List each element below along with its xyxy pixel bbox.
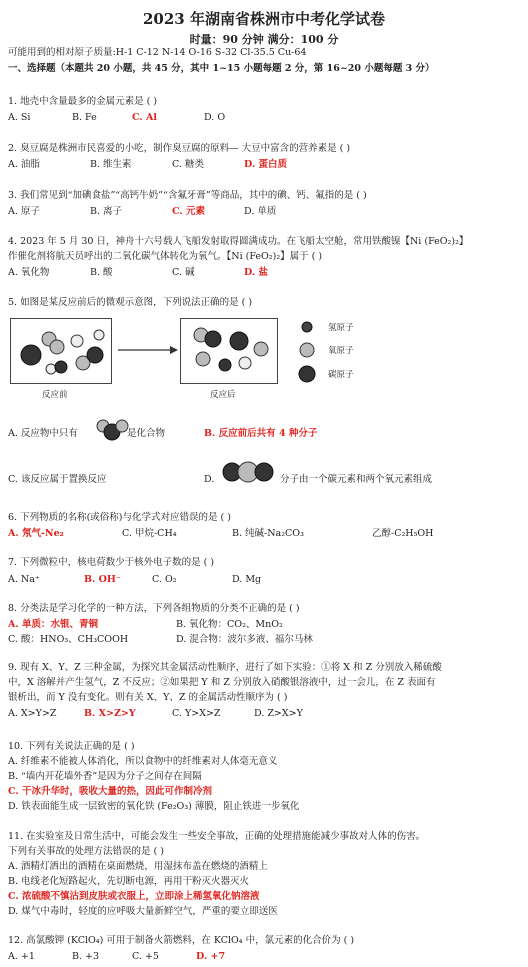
before-molecules [11,319,111,383]
q1-option-d: D. O [204,112,226,123]
q10-option-d: D. 铁表面能生成一层致密的氧化铁 (Fe₂O₃) 薄膜，阻止铁进一步氧化 [8,801,300,812]
q8-option-d: D. 混合物：波尔多液、福尔马林 [176,634,313,645]
q10-stem: 10. 下列有关说法正确的是 ( ) [8,741,135,752]
q5-option-a-prefix: A. 反应物中只有 [8,428,78,439]
q6-option-a: A. 氖气-Ne₂ [8,528,64,539]
after-reaction-box [180,318,278,384]
q6-stem: 6. 下列物质的名称(或俗称)与化学式对应错误的是 ( ) [8,512,231,523]
q3-option-b: B. 离子 [90,206,123,217]
q4-option-a: A. 氧化物 [8,267,50,278]
q11-option-c: C. 浓硫酸不慎沾到皮肤或衣服上，立即涂上稀氢氧化钠溶液 [8,891,260,902]
legend-hydrogen: 氢原子 [328,323,354,333]
q8-stem: 8. 分类法是学习化学的一种方法，下列各组物质的分类不正确的是 ( ) [8,603,300,614]
section-heading: 一、选择题（本题共 20 小题，共 45 分，其中 1~15 小题每题 2 分，第 16~20 小题每题 3 分） [8,63,435,74]
q11-option-b: B. 电线老化短路起火，先切断电源，再用干粉灭火器灭火 [8,876,250,887]
q12-stem: 12. 高氯酸钾 (KClO₄) 可用于制备火箭燃料，在 KClO₄ 中，氯元素的化合价为 ( ) [8,935,355,946]
q1-option-b: B. Fe [72,112,97,123]
q9-option-d: D. Z>X>Y [254,708,303,719]
before-reaction-box [10,318,112,384]
q9-stem-line1: 9. 现有 X、Y、Z 三种金属，为探究其金属活动性顺序，进行了如下实验：①将 X 和 Z 分别放入稀硫酸 [8,662,442,673]
q8-option-b: B. 氧化物：CO₂、MnO₂ [176,619,283,630]
q2-option-b: B. 维生素 [90,159,132,170]
q1-stem: 1. 地壳中含量最多的金属元素是 ( ) [8,96,158,107]
q3-option-d: D. 单质 [244,206,277,217]
q5-option-c: C. 该反应属于置换反应 [8,474,107,485]
q10-option-c: C. 干冰升华时，吸收大量的热，因此可作制冷剂 [8,786,213,797]
q1-option-a: A. Si [8,112,31,123]
water-molecule-icon [95,418,129,442]
q7-option-a: A. Na⁺ [8,574,40,585]
q4-stem-line2: 作催化剂将航天员呼出的二氧化碳气体转化为氧气。【Ni (FeO₂)₂】属于 ( ) [8,251,323,262]
q11-option-a: A. 酒精灯洒出的酒精在桌面燃烧，用湿抹布盖在燃烧的酒精上 [8,861,268,872]
q12-option-b: B. +3 [72,951,100,962]
q10-option-a: A. 纤维素不能被人体消化，所以食物中的纤维素对人体毫无意义 [8,756,278,767]
atomic-masses: 可能用到的相对原子质量:H-1 C-12 N-14 O-16 S-32 Cl-35.5 Cu-64 [8,47,307,58]
q11-stem-line2: 下列有关事故的处理方法错误的是 ( ) [8,846,164,857]
q11-option-d: D. 煤气中毒时，轻度的应呼吸大量新鲜空气，严重的要立即送医 [8,906,278,917]
q2-option-d: D. 蛋白质 [244,159,288,170]
q5-stem: 5. 如图是某反应前后的微观示意图，下列说法正确的是 ( ) [8,297,253,308]
q9-stem-line2: 中，X 溶解并产生氢气，Z 不反应；②如果把 Y 和 Z 分别放入硝酸银溶液中，过一会儿，在 Z 表面有 [8,677,436,688]
carbon-atom-icon [297,364,317,384]
before-label: 反应前 [42,390,68,400]
after-molecules [181,319,277,383]
q11-stem-line1: 11. 在实验室及日常生活中，可能会发生一些安全事故，正确的处理措施能减少事故对人体的伤害。 [8,831,426,842]
q12-option-c: C. +5 [132,951,159,962]
q9-option-c: C. Y>X>Z [172,708,221,719]
q7-option-d: D. Mg [232,574,262,585]
q10-option-b: B. “墙内开花墙外香”是因为分子之间存在间隔 [8,771,202,782]
q2-stem: 2. 臭豆腐是株洲市民喜爱的小吃，制作臭豆腐的原料— 大豆中富含的营养素是 ( ) [8,143,351,154]
q4-stem-line1: 4. 2023 年 5 月 30 日，神舟十六号载人飞船发射取得圆满成功。在飞船太空舱，常用铁酸镍【Ni (FeO₂)₂】 [8,236,469,247]
q5-option-d-prefix: D. [204,474,215,485]
legend-carbon: 碳原子 [328,370,354,380]
q7-option-c: C. O₂ [152,574,177,585]
q8-option-c: C. 酸：HNO₃、CH₃COOH [8,634,129,645]
q9-stem-line3: 银析出，而 Y 没有变化。则有关 X、Y、Z 的金属活动性顺序为 ( ) [8,692,288,703]
q3-stem: 3. 我们常见到“加碘食盐”“高钙牛奶”“含氟牙膏”等商品，其中的碘、钙、氟指的是 ( ) [8,190,367,201]
oxygen-atom-icon [298,341,316,359]
q3-option-a: A. 原子 [8,206,40,217]
q4-option-c: C. 碱 [172,267,195,278]
q5-option-b: B. 反应前后共有 4 种分子 [204,428,318,439]
q4-option-d: D. 盐 [244,267,269,278]
exam-title: 2023 年湖南省株洲市中考化学试卷 [143,10,385,28]
q6-option-d: 乙醇-C₂H₅OH [372,528,434,539]
q2-option-a: A. 油脂 [8,159,40,170]
co2-molecule-icon [222,460,274,484]
q5-option-a-suffix: 是化合物 [127,428,166,439]
q8-option-a: A. 单质：水银、青铜 [8,619,98,630]
q4-option-b: B. 酸 [90,267,113,278]
q12-option-d: D. +7 [196,951,226,962]
q7-option-b: B. OH⁻ [84,574,121,585]
q12-option-a: A. +1 [8,951,35,962]
q6-option-c: B. 纯碱-Na₂CO₃ [232,528,304,539]
q1-option-c: C. Al [132,112,157,123]
q9-option-b: B. X>Z>Y [84,708,136,719]
legend-oxygen: 氧原子 [328,346,354,356]
q6-option-b: C. 甲烷-CH₄ [122,528,177,539]
hydrogen-atom-icon [300,320,314,334]
q7-stem: 7. 下列微粒中，核电荷数少于核外电子数的是 ( ) [8,557,215,568]
q3-option-c: C. 元素 [172,206,206,217]
q9-option-a: A. X>Y>Z [8,708,57,719]
exam-meta: 时量：90 分钟 满分：100 分 [189,33,339,46]
q2-option-c: C. 糖类 [172,159,204,170]
after-label: 反应后 [210,390,236,400]
reaction-arrow-icon [118,344,178,356]
q5-option-d-suffix: 分子由一个碳元素和两个氧元素组成 [280,474,433,485]
